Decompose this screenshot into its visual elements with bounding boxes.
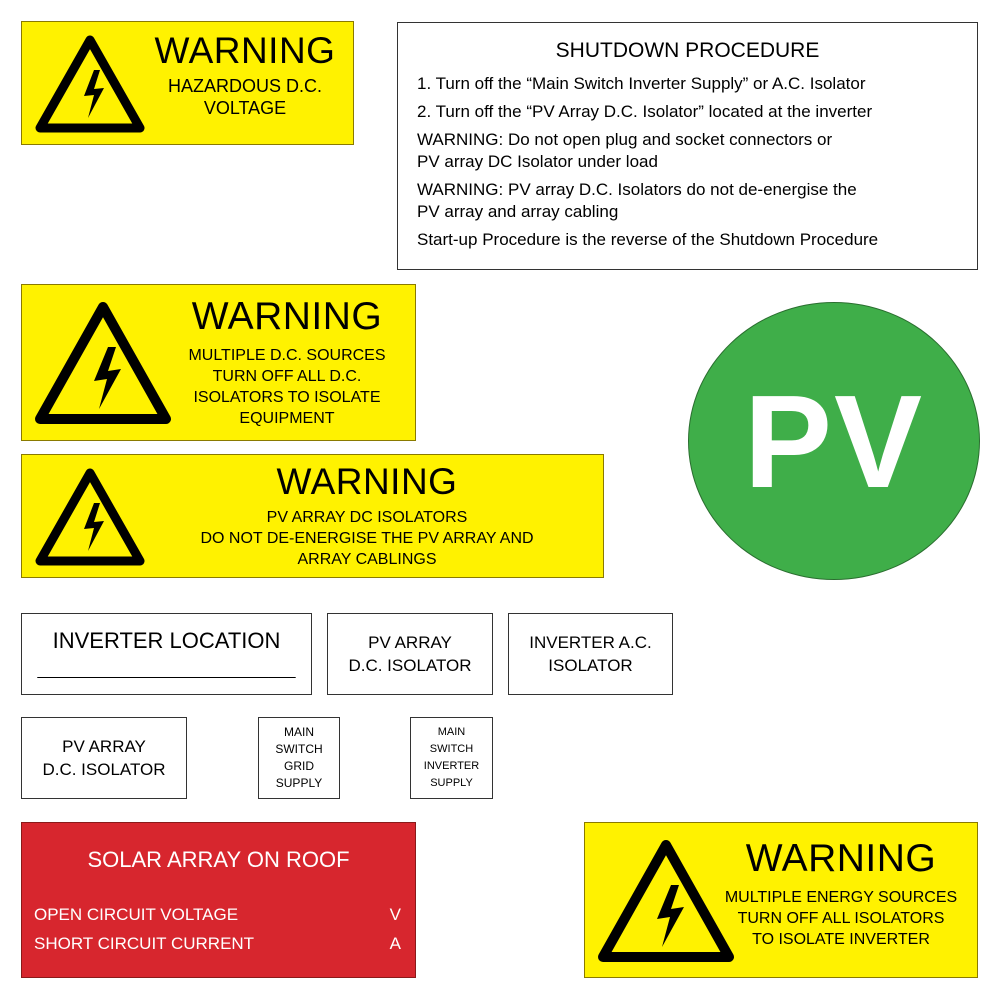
pv-array-dc-isolator-label bbox=[21, 717, 187, 799]
warning-title: WARNING bbox=[745, 837, 937, 880]
shutdown-warning: PV array DC Isolator under load bbox=[417, 152, 658, 171]
label-line: HAZARDOUS D.C. bbox=[167, 76, 322, 96]
main-switch-inverter-supply-label bbox=[410, 717, 493, 799]
warning-label-multiple-energy bbox=[584, 822, 978, 978]
shutdown-step: 1. Turn off the “Main Switch Inverter Supply” or A.C. Isolator bbox=[417, 74, 866, 93]
pv-text: PV bbox=[743, 367, 925, 515]
warning-label-multiple-dc bbox=[21, 284, 416, 441]
label-line: TURN OFF ALL ISOLATORS bbox=[737, 910, 945, 927]
label-line: ARRAY CABLINGS bbox=[297, 551, 437, 568]
label-line: EQUIPMENT bbox=[239, 410, 335, 427]
shutdown-procedure-label bbox=[397, 22, 978, 270]
warning-label-hazardous-dc bbox=[21, 21, 354, 145]
inverter-location-text: INVERTER LOCATION bbox=[52, 628, 281, 653]
shutdown-warning: PV array and array cabling bbox=[417, 202, 619, 221]
write-in-line: _____________________________ bbox=[37, 662, 296, 679]
label-line: DO NOT DE-ENERGISE THE PV ARRAY AND bbox=[200, 530, 534, 547]
label-line: TURN OFF ALL D.C. bbox=[212, 368, 362, 385]
high-voltage-warning-icon bbox=[32, 299, 174, 427]
shutdown-warning: WARNING: Do not open plug and socket connectors or bbox=[417, 130, 833, 149]
label-line: TO ISOLATE INVERTER bbox=[752, 931, 930, 948]
pv-array-dc-isolator-label bbox=[327, 613, 493, 695]
label-line: VOLTAGE bbox=[203, 97, 287, 118]
solar-title: SOLAR ARRAY ON ROOF bbox=[87, 847, 350, 872]
high-voltage-warning-icon bbox=[34, 467, 146, 567]
main-switch-grid-supply-label bbox=[258, 717, 340, 799]
label-line: D.C. ISOLATOR bbox=[42, 760, 166, 779]
warning-title: WARNING bbox=[191, 295, 383, 338]
warning-title: WARNING bbox=[276, 461, 458, 502]
label-line: PV ARRAY DC ISOLATORS bbox=[266, 509, 468, 526]
voltage-unit: V bbox=[389, 905, 401, 924]
inverter-location-label bbox=[21, 613, 312, 695]
label-line: SWITCH bbox=[275, 742, 323, 756]
shutdown-warning: WARNING: PV array D.C. Isolators do not de-energise the bbox=[417, 180, 857, 199]
label-line: ISOLATORS TO ISOLATE bbox=[193, 389, 381, 406]
shutdown-title: SHUTDOWN PROCEDURE bbox=[555, 39, 820, 62]
label-line: MAIN bbox=[284, 725, 314, 739]
label-line: MULTIPLE ENERGY SOURCES bbox=[724, 889, 958, 906]
open-circuit-voltage-text: OPEN CIRCUIT VOLTAGE bbox=[34, 905, 239, 924]
current-unit: A bbox=[389, 934, 401, 953]
high-voltage-warning-icon bbox=[34, 34, 146, 134]
warning-label-pv-isolators bbox=[21, 454, 604, 578]
warning-title: WARNING bbox=[154, 30, 336, 71]
label-line: INVERTER A.C. bbox=[529, 633, 652, 652]
label-line: D.C. ISOLATOR bbox=[348, 656, 472, 675]
solar-array-on-roof-label bbox=[21, 822, 416, 978]
shutdown-step: 2. Turn off the “PV Array D.C. Isolator” located at the inverter bbox=[417, 102, 873, 121]
label-line: SWITCH bbox=[429, 743, 474, 755]
pv-circle-label bbox=[688, 302, 980, 580]
label-line: PV ARRAY bbox=[62, 737, 146, 756]
label-line: SUPPLY bbox=[430, 777, 473, 789]
short-circuit-current-text: SHORT CIRCUIT CURRENT bbox=[34, 934, 255, 953]
label-line: SUPPLY bbox=[275, 776, 323, 790]
label-line: MAIN bbox=[437, 726, 466, 738]
label-line: ISOLATOR bbox=[548, 656, 633, 675]
shutdown-note: Start-up Procedure is the reverse of the Shutdown Procedure bbox=[417, 230, 879, 249]
label-line: MULTIPLE D.C. SOURCES bbox=[188, 347, 386, 364]
label-line: GRID bbox=[284, 759, 314, 773]
inverter-ac-isolator-label bbox=[508, 613, 673, 695]
label-line: PV ARRAY bbox=[368, 633, 452, 652]
label-line: INVERTER bbox=[423, 760, 480, 772]
